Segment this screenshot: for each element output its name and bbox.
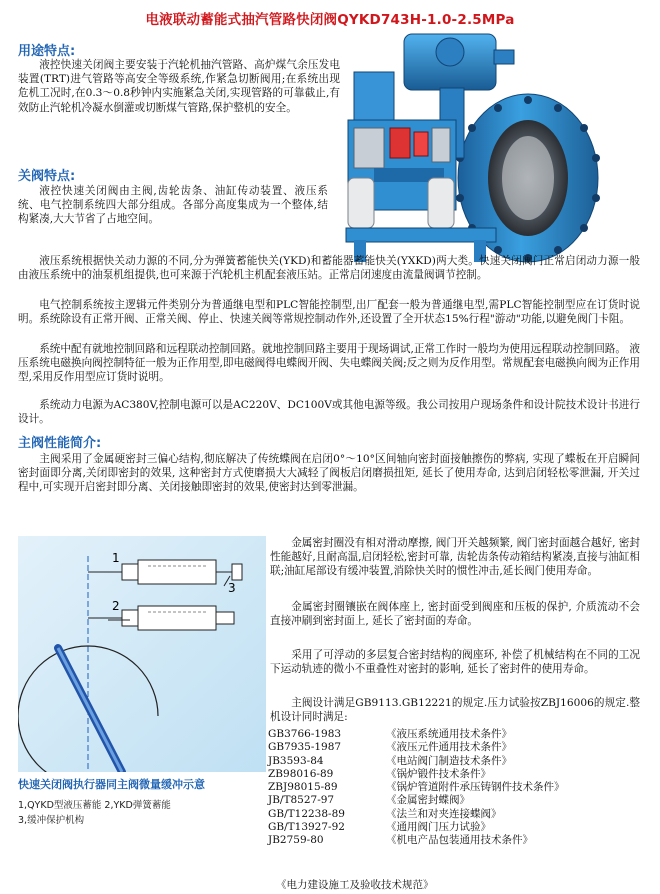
standard-name: 《机电产品包装通用技术条件》: [386, 834, 533, 847]
usage-heading: 用途特点:: [18, 44, 76, 59]
standard-name: 《锅炉锻件技术条件》: [386, 767, 491, 780]
standard-code: JB2759-80: [268, 834, 324, 847]
callout-3: 3: [228, 581, 236, 595]
standard-item: [268, 834, 652, 847]
valve-product-photo: [344, 28, 648, 264]
valve-paragraph-3: 电气控制系统按主逻辑元件类别分为普通继电型和PLC智能控制型,出厂配套一般为普通继电型,需PLC智能控制型应在订货时说明。系统除设有正常开阀、正常关阀、停止、快速关阀等常规控制动作外,还设置了全开状态15%行程"游动"功能,以避免阀门卡阻。: [18, 299, 640, 326]
standard-item: [268, 768, 652, 781]
performance-paragraph-4: 采用了可浮动的多层复合密封结构的阀座环, 补偿了机械结构在不同的工况下运动轨迹的微小不重叠性对密封的影响, 延长了密封件的使用寿命。: [270, 649, 640, 676]
diagram-legend-2: 3,缓冲保护机构: [18, 815, 85, 826]
standard-name: 《法兰和对夹连接蝶阀》: [386, 807, 502, 820]
standard-code: JB/T8527-97: [268, 794, 335, 807]
callout-2: 2: [112, 599, 120, 613]
valve-paragraph-5: 系统动力电源为AC380V,控制电源可以是AC220V、DC100V或其他电源等级。我公司按用户现场条件和设计院技术设计书进行设计。: [18, 399, 640, 426]
performance-paragraph-3: 金属密封圈镶嵌在阀体座上, 密封面受到阀座和压板的保护, 介质流动不会直接冲刷到密封面上, 延长了密封面的寿命。: [270, 601, 640, 628]
standard-item: [268, 728, 652, 741]
standard-code: GB/T12238-89: [268, 807, 345, 820]
standard-item: [268, 741, 652, 754]
valve-paragraph-2: 液压系统根据快关动力源的不同,分为弹簧蓄能快关(YKD)和蓄能器蓄能快关(YXKD)两大类。快速关闭阀门正常启闭动力源一般由液压系统中的油泵机组提供,也可来源于汽轮机主机配套液压站。正常启闭速度由流量阀调节控制。: [18, 255, 640, 282]
page-title: 电液联动蓄能式抽汽管路快闭阀QYKD743H-1.0-2.5MPa: [145, 12, 515, 28]
standard-name: 《液压系统通用技术条件》: [386, 728, 512, 740]
performance-paragraph-2: 金属密封圈没有相对滑动摩擦, 阀门开关越频繁, 阀门密封面越合越好, 密封性能越好,且耐高温,启闭轻松,密封可靠, 齿轮齿条传动箱结构紧凑,直接与油缸相联;油缸尾部设有缓冲装置,消除快关时的惯性冲击,延长阀门使用寿命。: [270, 537, 640, 578]
standard-item: [268, 781, 652, 794]
standard-name: 《电站阀门制造技术条件》: [386, 754, 512, 767]
performance-paragraph-5: 主阀设计满足GB9113.GB12221的规定.压力试验按ZBJ16006的规定.整机设计同时满足:: [270, 697, 640, 724]
standard-name: 《通用阀门压力试验》: [386, 821, 491, 834]
standard-code: GB3766-1983: [268, 728, 342, 740]
performance-heading: 主阀性能简介:: [18, 436, 102, 451]
standards-list: [268, 728, 652, 848]
standard-code: ZB98016-89: [268, 767, 334, 780]
diagram-caption: 快速关闭阀执行器同主阀微量缓冲示意: [18, 778, 205, 791]
valve-paragraph-1: 液控快速关闭阀由主阀,齿轮齿条、油缸传动装置、液压系统、电气控制系统四大部分组成。各部分高度集成为一个整体,结构紧凑,大大节省了占地空间。: [18, 185, 328, 226]
standard-item: [268, 794, 652, 807]
standard-name: 《液压元件通用技术条件》: [386, 741, 512, 754]
valve-paragraph-4: 系统中配有就地控制回路和远程联动控制回路。就地控制回路主要用于现场调试,正常工作时一般均为使用远程联动控制回路。 液压系统电磁换向阀控制特征一般为正作用型,即电磁阀得电蝶阀开阀、失电蝶阀关阀;反之则为反作用型。常规配套电磁换向阀为正作用型,采用反作用型应订货时说明。: [18, 343, 640, 384]
usage-paragraph: 液控快速关闭阀主要安装于汽轮机抽汽管路、高炉煤气余压发电装置(TRT)进气管路等高安全等级系统,作紧急切断阀用;在系统出现危机工况时,在0.3～0.8秒钟内实施紧急关闭,实现管路的可靠截止,有效防止汽轮机冷凝水倒灌或切断煤气管路,保护整机的安全。: [18, 59, 340, 114]
standard-code: GB7935-1987: [268, 741, 342, 754]
callout-1: 1: [112, 551, 120, 565]
standard-item: [268, 808, 652, 821]
standard-item: [268, 821, 652, 834]
standard-code: ZBJ98015-89: [268, 781, 338, 794]
valve-heading: 关阀特点:: [18, 169, 76, 184]
standard-last: 《电力建设施工及验收技术规范》: [276, 879, 434, 891]
standard-code: JB3593-84: [268, 754, 324, 767]
standard-name: 《金属密封蝶阀》: [386, 794, 470, 807]
buffer-diagram: [18, 536, 266, 772]
standard-item: [268, 755, 652, 768]
standard-code: GB/T13927-92: [268, 821, 345, 834]
performance-paragraph-1: 主阀采用了金属硬密封三偏心结构,彻底解决了传统蝶阀在启闭0°～10°区间轴向密封面接触擦伤的弊病, 实现了蝶板在开启瞬间密封面即分离,关闭即密封的效果, 这种密封方式使磨损大大减轻了阀板启闭磨损扭矩, 延长了使用寿命, 达到启闭轻松零泄漏, 开关过程中,可实现开启密封即分离、关闭接触即密封的效果,使密封达到零泄漏。: [18, 453, 640, 494]
diagram-legend-1: 1,QYKD型液压蓄能 2,YKD弹簧蓄能: [18, 800, 171, 811]
standard-name: 《锅炉管道附件承压铸钢件技术条件》: [386, 781, 565, 794]
